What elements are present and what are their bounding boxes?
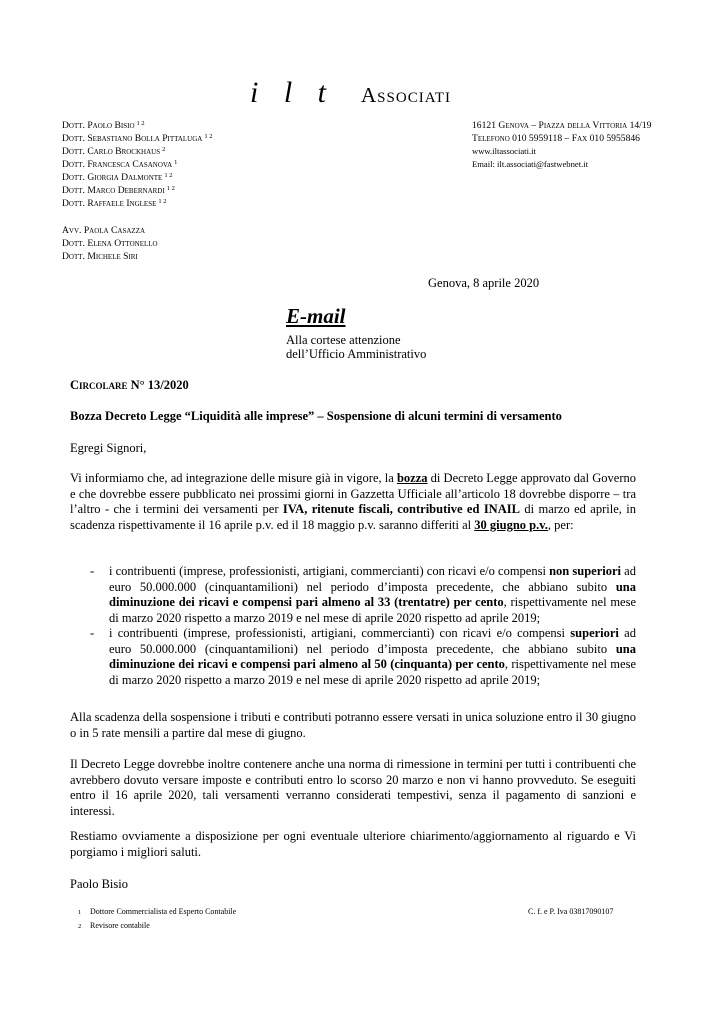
conditions-list xyxy=(90,564,636,688)
contact-block xyxy=(472,119,651,171)
associate-item: Dott. Elena Ottonello xyxy=(62,238,158,249)
paragraph-closing: Restiamo ovviamente a disposizione per ogni eventuale ulteriore chiarimento/aggiornamento al riguardo e Vi porgiamo i migliori saluti. xyxy=(70,829,636,859)
paragraph-intro: Vi informiamo che, ad integrazione delle misure già in vigore, la bozza di Decreto Legge approvato dal Governo e che dovrebbe essere pubblicato nei prossimi giorni in Gazzetta Ufficiale all’articolo 18 dovrebbe disporre – tra l’altro - che i termini dei versamenti per IVA, ritenute fiscali, contributive ed INAIL di marzo ed aprile, in scadenza rispettivamente il 16 aprile p.v. ed il 18 maggio p.v. saranno differiti al 30 giugno p.v., per: xyxy=(70,471,637,532)
letter-date: Genova, 8 aprile 2020 xyxy=(428,276,540,290)
partner-item: Dott. Marco Debernardi $^{1 2}$ xyxy=(62,185,175,196)
address: 16121 Genova – Piazza della Vittoria 14/19 xyxy=(472,120,652,131)
partner-item: Dott. Paolo Bisio $^{1 2}$ xyxy=(62,120,145,131)
vat-number: C. f. e P. Iva 03817090107 xyxy=(528,907,614,916)
partner-item: Dott. Carlo Brockhaus $^2$ xyxy=(62,146,166,157)
paragraph-remission: Il Decreto Legge dovrebbe inoltre contenere anche una norma di rimessione in termini per tutti i contribuenti che avrebbero dovuto versare imposte e contributi entro lo scorso 20 marzo e non vi hanno provveduto. Se eseguiti entro il 16 aprile 2020, tali versamenti verranno considerati tempestivi, senza il pagamento di sanzioni e interessi. xyxy=(70,757,636,818)
phone-fax: Telefono 010 5959118 – Fax 010 5955846 xyxy=(472,133,640,144)
circular-number: Circolare N° 13/2020 xyxy=(70,378,189,392)
signature: Paolo Bisio xyxy=(70,877,128,891)
partners-list xyxy=(62,119,212,263)
footnote: 1 Dottore Commercialista ed Esperto Contabile xyxy=(78,907,237,916)
footnote: 2 Revisore contabile xyxy=(78,921,150,930)
subject-line: Bozza Decreto Legge “Liquidità alle imprese” – Sospensione di alcuni termini di versamento xyxy=(70,409,562,423)
website-link[interactable]: www.iltassociati.it xyxy=(472,146,536,156)
associate-item: Dott. Michele Siri xyxy=(62,251,138,262)
footnotes xyxy=(78,905,236,933)
partner-item: Dott. Raffaele Inglese $^{1 2}$ xyxy=(62,198,167,209)
letterhead-logo xyxy=(250,76,550,116)
list-item: - i contribuenti (imprese, professionisti, artigiani, commercianti) con ricavi e/o compensi superiori ad euro 50.000.000 (cinquantamilioni) nel periodo d’imposta precedente, che abbiano subito una diminuzione dei ricavi e compensi pari almeno al 50 (cinquanta) per cento, rispettivamente nel mese di marzo 2020 rispetto a marzo 2019 e nel mese di aprile 2020 rispetto ad aprile 2019; xyxy=(90,626,636,687)
partner-item: Dott. Sebastiano Bolla Pittaluga $^{1 2}$ xyxy=(62,133,213,144)
logo-associati: Associati xyxy=(361,83,452,107)
logo-ilt: i l t xyxy=(250,76,336,109)
attention-line: Alla cortese attenzione dell’Ufficio Amministrativo xyxy=(286,333,427,361)
paragraph-deadline: Alla scadenza della sospensione i tributi e contributi potranno essere versati in unica soluzione entro il 30 giugno o in 5 rate mensili a partire dal mese di giugno. xyxy=(70,710,636,740)
partner-item: Dott. Giorgia Dalmonte $^{1 2}$ xyxy=(62,172,173,183)
email-heading: E-mail xyxy=(286,304,346,328)
greeting: Egregi Signori, xyxy=(70,441,147,455)
partner-item: Dott. Francesca Casanova $^1$ xyxy=(62,159,178,170)
associate-item: Avv. Paola Casazza xyxy=(62,225,146,236)
email-link[interactable]: Email: ilt.associati@fastwebnet.it xyxy=(472,159,589,169)
list-item: - i contribuenti (imprese, professionisti, artigiani, commercianti) con ricavi e/o compensi non superiori ad euro 50.000.000 (cinquantamilioni) nel periodo d’imposta precedente, che abbiano subito una diminuzione dei ricavi e compensi pari almeno al 33 (trentatre) per cento, rispettivamente nel mese di marzo 2020 rispetto a marzo 2019 e nel mese di aprile 2020 rispetto ad aprile 2019; xyxy=(90,564,636,625)
